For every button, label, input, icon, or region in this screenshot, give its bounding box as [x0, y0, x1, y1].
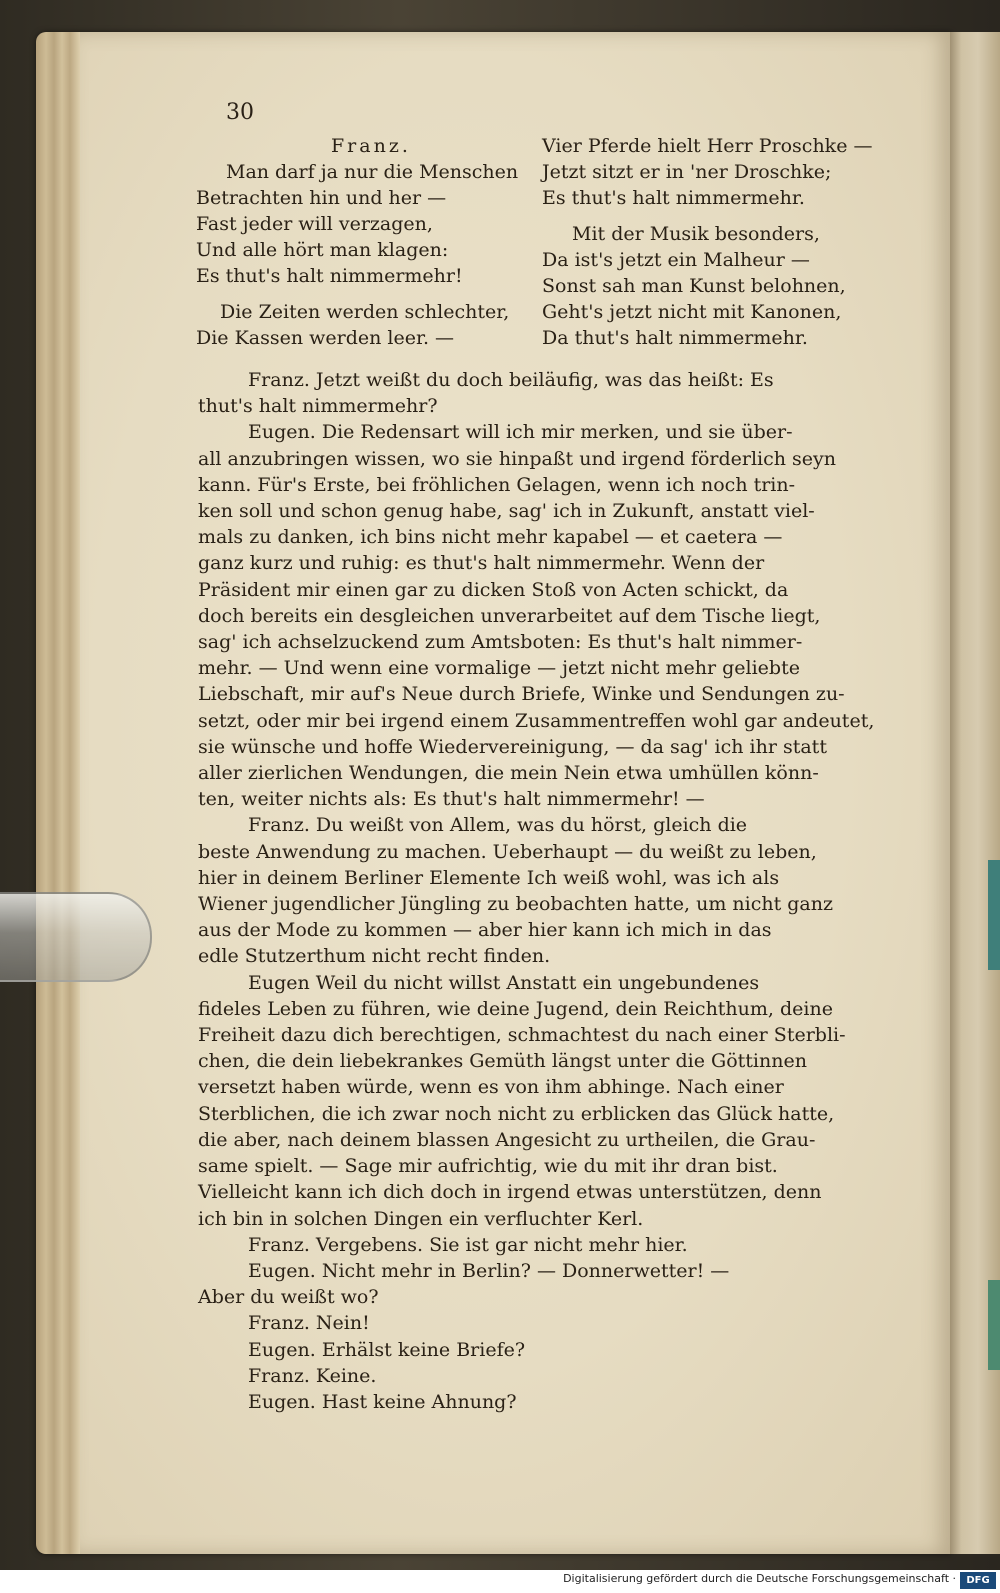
page-clip	[0, 892, 152, 982]
text-line: fideles Leben zu führen, wie deine Jugend, dein Reichthum, deine	[198, 997, 833, 1020]
text-line: ganz kurz und ruhig: es thut's halt nimmermehr. Wenn der	[198, 552, 765, 575]
text-line: Sterblichen, die ich zwar noch nicht zu erblicken das Glück hatte,	[198, 1102, 835, 1125]
speaker-name: Franz.	[331, 135, 411, 157]
verse-line: Jetzt sitzt er in 'ner Droschke;	[542, 161, 832, 183]
verse-line: Und alle hört man klagen:	[196, 239, 449, 261]
text-line: mehr. — Und wenn eine vormalige — jetzt nicht mehr geliebte	[198, 657, 800, 680]
text-line: Präsident mir einen gar zu dicken Stoß von Acten schickt, da	[198, 578, 789, 601]
verse-line: Die Kassen werden leer. —	[196, 327, 455, 349]
dfg-logo: DFG	[960, 1572, 996, 1589]
verse-line: Fast jeder will verzagen,	[196, 213, 433, 235]
text-line: hier in deinem Berliner Elemente Ich weiß wohl, was ich als	[198, 866, 780, 889]
text-line: aller zierlichen Wendungen, die mein Nein etwa umhüllen könn-	[198, 762, 819, 785]
text-line: setzt, oder mir bei irgend einem Zusammentreffen wohl gar andeutet,	[198, 709, 875, 732]
page-number: 30	[226, 100, 254, 125]
text-line: ich bin in solchen Dingen ein verfluchter Kerl.	[198, 1207, 644, 1230]
dialogue-line: Franz. Du weißt von Allem, was du hörst, gleich die	[248, 814, 748, 837]
bookmark-tab	[988, 860, 1000, 970]
right-verse-column	[542, 133, 872, 351]
dialogue-line: Franz. Nein!	[248, 1312, 370, 1335]
verse-stanza	[196, 133, 518, 289]
text-line: Aber du weißt wo?	[198, 1286, 379, 1309]
verse-stanza	[196, 299, 518, 351]
verse-line: Mit der Musik besonders,	[572, 223, 820, 245]
dialogue-line: Eugen. Nicht mehr in Berlin? — Donnerwetter! —	[248, 1259, 730, 1282]
text-line: die aber, nach deinem blassen Angesicht zu urtheilen, die Grau-	[198, 1128, 816, 1151]
dialogue-line: Franz. Vergebens. Sie ist gar nicht mehr hier.	[248, 1233, 688, 1256]
text-line: Wiener jugendlicher Jüngling zu beobachten hatte, um nicht ganz	[198, 893, 834, 916]
text-line: kann. Für's Erste, bei fröhlichen Gelagen, wenn ich noch trin-	[198, 473, 796, 496]
verse-stanza	[542, 133, 872, 211]
text-line: ten, weiter nichts als: Es thut's halt nimmermehr! —	[198, 788, 705, 811]
funding-notice: Digitalisierung gefördert durch die Deutsche Forschungsgemeinschaft ·	[563, 1572, 956, 1585]
verse-line: Da ist's jetzt ein Malheur —	[542, 249, 810, 271]
text-line: sag' ich achselzuckend zum Amtsboten: Es thut's halt nimmer-	[198, 631, 803, 654]
footer-bar	[0, 1570, 1000, 1593]
verse-stanza	[542, 221, 872, 351]
text-line: Vielleicht kann ich dich doch in irgend etwas unterstützen, denn	[198, 1181, 822, 1204]
text-line: thut's halt nimmermehr?	[198, 395, 438, 418]
left-verse-column	[196, 133, 518, 351]
text-line: chen, die dein liebekrankes Gemüth längst unter die Göttinnen	[198, 1050, 807, 1073]
verse-line: Man darf ja nur die Menschen	[226, 161, 519, 183]
dialogue-line: Eugen. Erhälst keine Briefe?	[248, 1338, 526, 1361]
text-line: same spielt. — Sage mir aufrichtig, wie du mit ihr dran bist.	[198, 1155, 778, 1178]
prose-body	[198, 367, 874, 1415]
verse-line: Da thut's halt nimmermehr.	[542, 327, 808, 349]
text-line: Freiheit dazu dich berechtigen, schmachtest du nach einer Sterbli-	[198, 1024, 846, 1047]
bookmark-tab	[988, 1280, 1000, 1370]
dialogue-line: Eugen. Die Redensart will ich mir merken, und sie über-	[248, 421, 793, 444]
text-line: versetzt haben würde, wenn es von ihm abhinge. Nach einer	[198, 1076, 784, 1099]
verse-line: Geht's jetzt nicht mit Kanonen,	[542, 301, 842, 323]
verse-line: Es thut's halt nimmermehr!	[196, 265, 463, 287]
text-line: beste Anwendung zu machen. Ueberhaupt — du weißt zu leben,	[198, 840, 817, 863]
verse-line: Vier Pferde hielt Herr Proschke —	[542, 135, 873, 157]
text-line: all anzubringen wissen, wo sie hinpaßt und irgend förderlich seyn	[198, 447, 836, 470]
dialogue-line: Eugen. Hast keine Ahnung?	[248, 1390, 517, 1413]
text-line: doch bereits ein desgleichen unverarbeitet auf dem Tische liegt,	[198, 604, 821, 627]
text-line: ken soll und schon genug habe, sag' ich in Zukunft, anstatt viel-	[198, 500, 815, 523]
text-line: sie wünsche und hoffe Wiedervereinigung, — da sag' ich ihr statt	[198, 735, 827, 758]
dialogue-line: Franz. Keine.	[248, 1364, 377, 1387]
text-line: mals zu danken, ich bins nicht mehr kapabel — et caetera —	[198, 526, 783, 549]
text-line: edle Stutzerthum nicht recht finden.	[198, 945, 551, 968]
dialogue-line: Franz. Jetzt weißt du doch beiläufig, was das heißt: Es	[248, 369, 774, 391]
dialogue-line: Eugen Weil du nicht willst Anstatt ein ungebundenes	[248, 971, 760, 994]
verse-line: Es thut's halt nimmermehr.	[542, 187, 805, 209]
verse-line: Sonst sah man Kunst belohnen,	[542, 275, 846, 297]
verse-line: Die Zeiten werden schlechter,	[220, 301, 510, 323]
verse-line: Betrachten hin und her —	[196, 187, 447, 209]
text-line: aus der Mode zu kommen — aber hier kann ich mich in das	[198, 919, 772, 942]
text-line: Liebschaft, mir auf's Neue durch Briefe, Winke und Sendungen zu-	[198, 683, 845, 706]
